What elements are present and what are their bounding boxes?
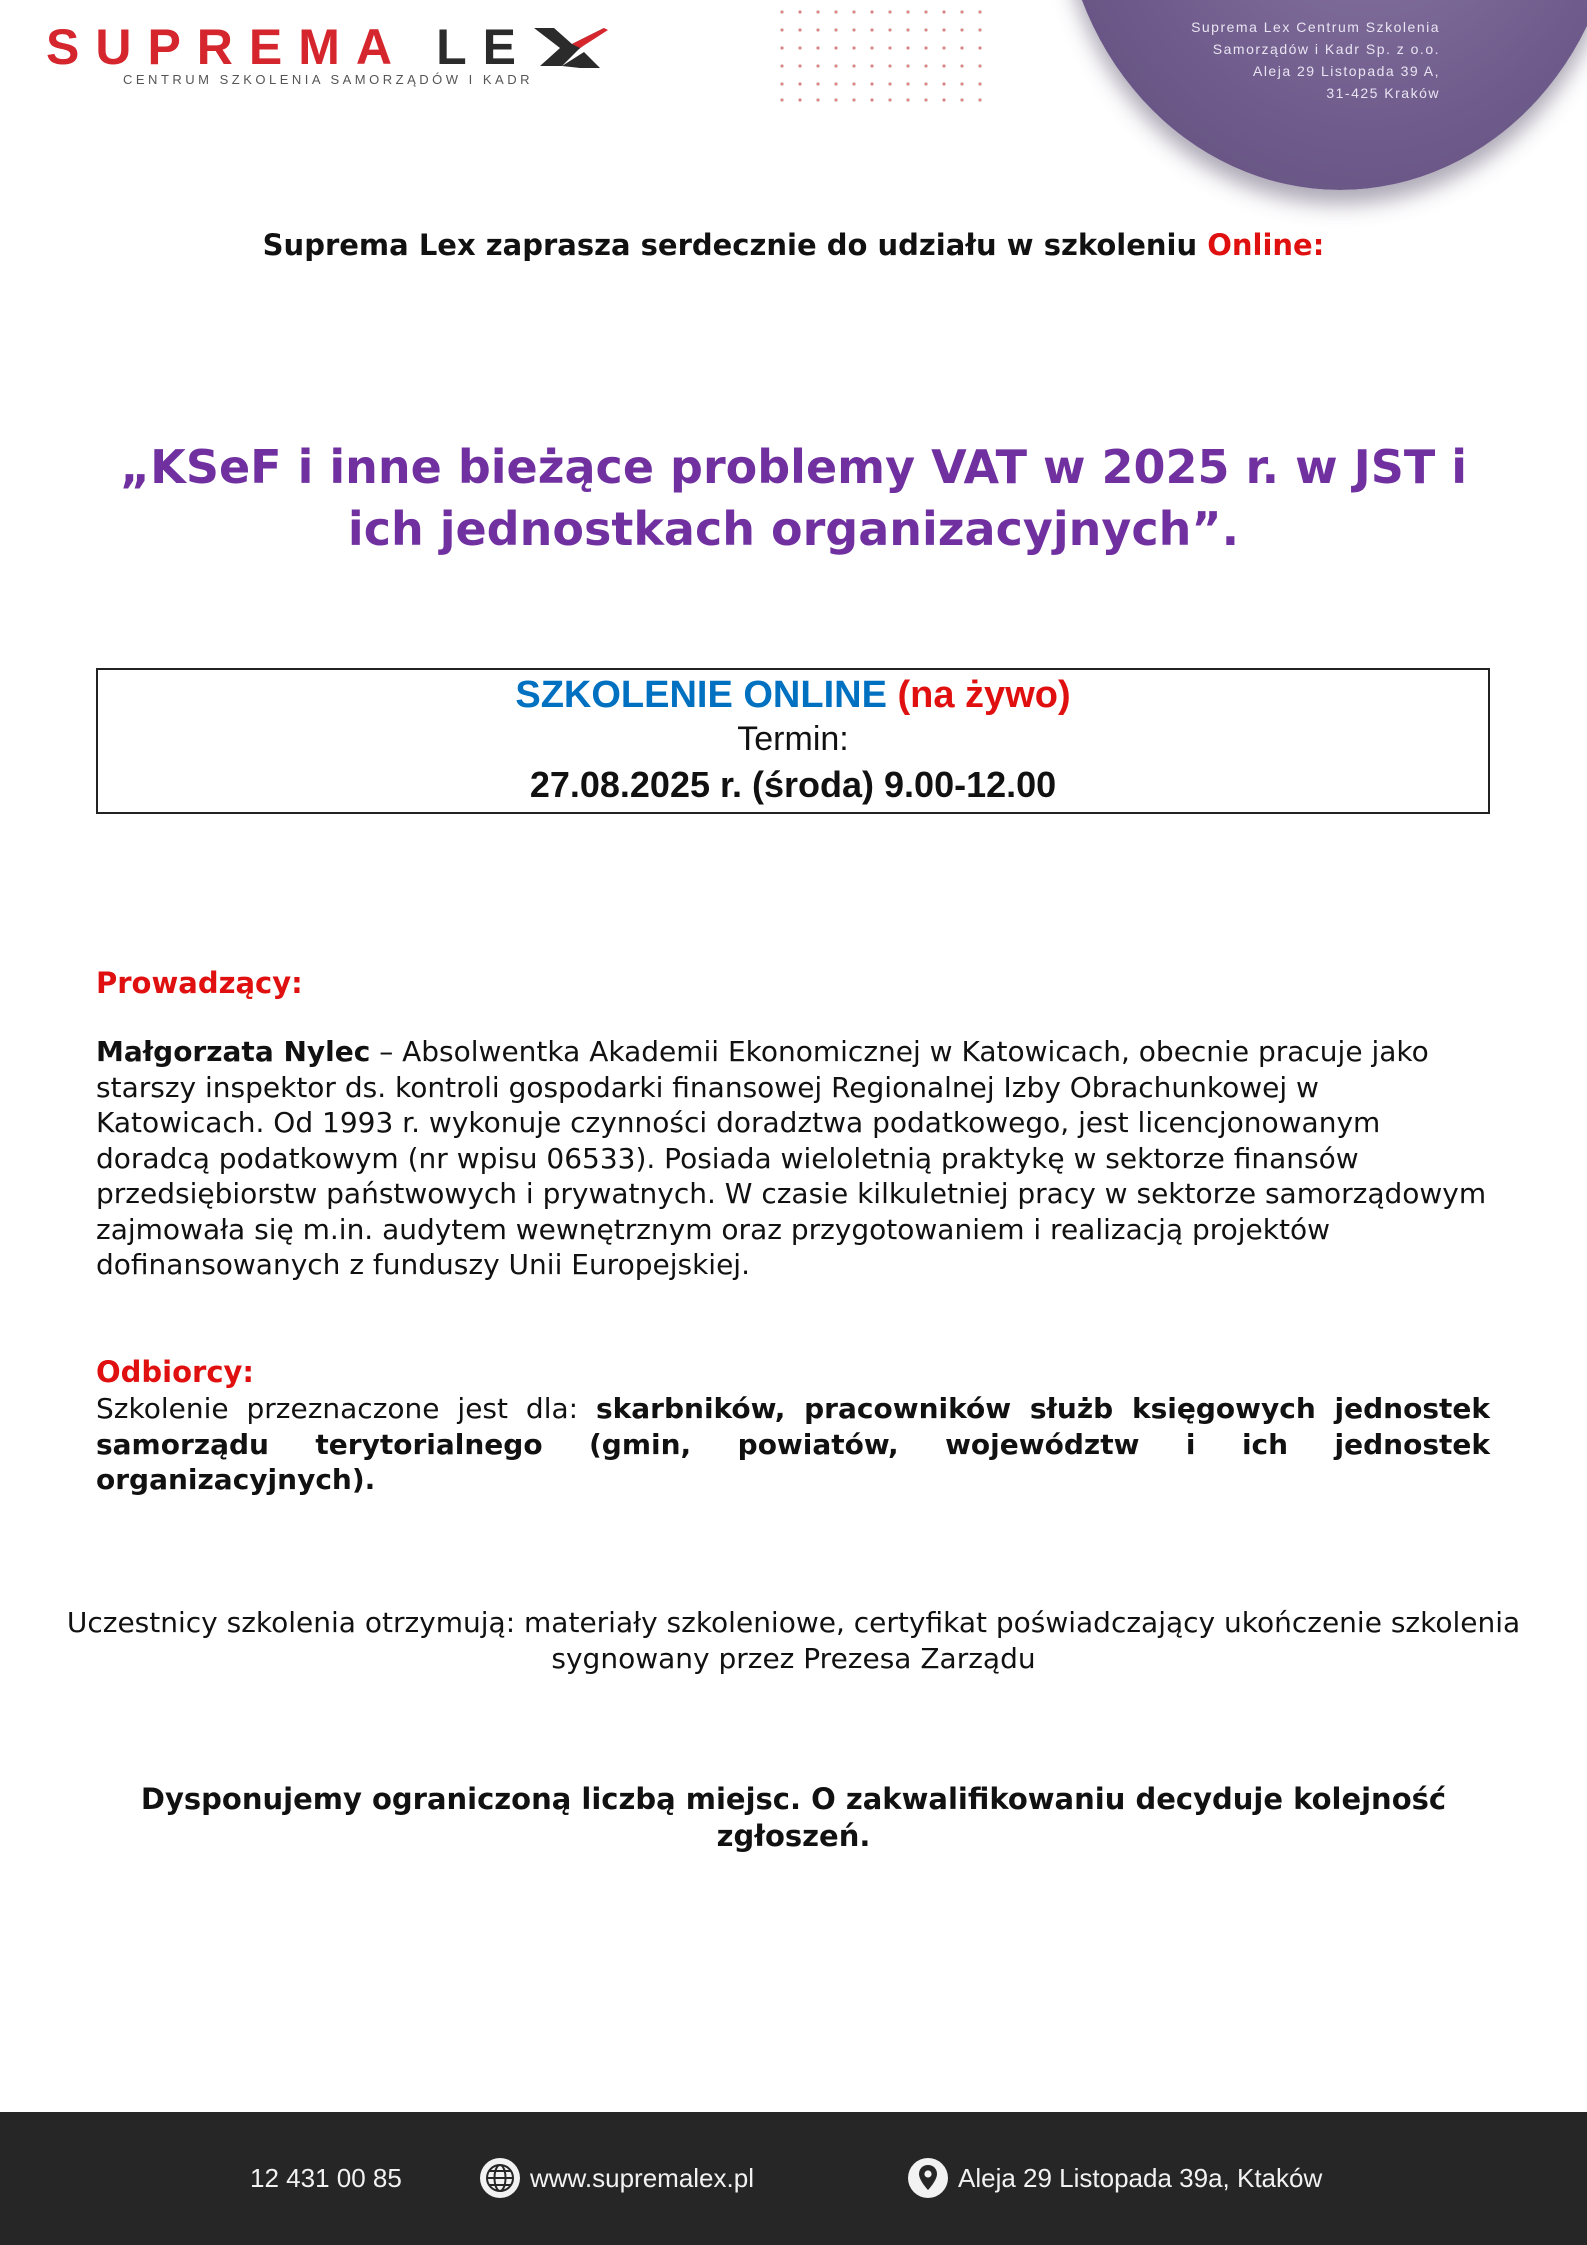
event-term-label: Termin: (737, 720, 849, 758)
decorative-dot-grid (778, 8, 984, 104)
logo-x-mark-icon (532, 26, 610, 70)
audience-target-1: skarbników, pracowników służb księgowych jednostek (595, 1392, 1490, 1425)
suprema-lex-logo (46, 20, 746, 90)
footer-bar (0, 2112, 1587, 2245)
trainer-bio (96, 1034, 1496, 1283)
audience-target-2: samorządu terytorialnego (gmin, powiatów, województw i ich jednostek (96, 1427, 1490, 1461)
event-mode (98, 672, 1488, 718)
event-info-box (96, 668, 1490, 814)
address-line: Suprema Lex Centrum Szkolenia (1191, 19, 1440, 35)
event-mode-note: (na żywo) (897, 674, 1071, 716)
trainer-bio-text: – Absolwentka Akademii Ekonomicznej w Katowicach, obecnie pracuje jako starszy inspektor ds. kontroli gospodarki finansowej Regionalnej Izby Obrachunkowej w Katowicach. Od 1993 r. wykonuje czynności doradztwa podatkowego, jest licencjonowanym doradcą podatkowym (nr wpisu 06533). Posiada wieloletnią praktykę w sektorze finansów przedsiębiorstw państwowych i prywatnych. W czasie kilkuletniej pracy w sektorze samorządowym zajmowała się m.in. audytem wewnętrznym oraz przygotowaniem i realizacją projektów dofinansowanych z funduszy Unii Europejskiej. (96, 1035, 1487, 1281)
address-line: Samorządów i Kadr Sp. z o.o. (1212, 41, 1440, 57)
audience-heading: Odbiorcy: (96, 1355, 255, 1389)
trainer-heading: Prowadzący: (96, 966, 303, 1000)
invitation-online-highlight: Online: (1207, 228, 1325, 262)
event-mode-label: SZKOLENIE ONLINE (515, 674, 887, 716)
invitation-text: Suprema Lex zaprasza serdecznie do udziału w szkoleniu (262, 228, 1198, 262)
audience-line-1 (96, 1391, 1490, 1427)
participants-benefits: Uczestnicy szkolenia otrzymują: materiały szkoleniowe, certyfikat poświadczający ukończenie szkolenia sygnowany przez Prezesa Zarządu (66, 1606, 1521, 1675)
limited-seats-notice: Dysponujemy ograniczoną liczbą miejsc. O zakwalifikowaniu decyduje kolejność zgłoszeń. (140, 1782, 1447, 1853)
company-address-block (1100, 16, 1440, 104)
training-title: „KSeF i inne bieżące problemy VAT w 2025 r. w JST i ich jednostkach organizacyjnych”. (119, 440, 1468, 556)
audience-description (96, 1391, 1490, 1498)
footer-phone-text: 12 431 00 85 (250, 2162, 402, 2193)
trainer-name: Małgorzata Nylec (96, 1035, 371, 1068)
footer-website-text[interactable]: www.supremalex.pl (530, 2162, 754, 2193)
footer-phone (250, 2156, 402, 2200)
logo-wordmark (46, 20, 610, 74)
event-date: 27.08.2025 r. (środa) 9.00-12.00 (529, 764, 1057, 805)
globe-icon (478, 2156, 522, 2200)
footer-address-text: Aleja 29 Listopada 39a, Ktaków (958, 2162, 1323, 2193)
logo-tagline: CENTRUM SZKOLENIA SAMORZĄDÓW I KADR (123, 72, 533, 87)
audience-line-2 (96, 1427, 1490, 1463)
address-line: Aleja 29 Listopada 39 A, (1252, 63, 1440, 79)
invitation-line (0, 228, 1587, 262)
logo-word-suprema: SUPREMA (46, 19, 407, 75)
logo-word-le: LE (436, 19, 532, 75)
footer-address (906, 2156, 1322, 2200)
audience-intro: Szkolenie przeznaczone jest dla: (96, 1392, 596, 1425)
audience-target-3: organizacyjnych). (96, 1463, 376, 1496)
address-line: 31-425 Kraków (1326, 85, 1440, 101)
footer-website[interactable] (478, 2156, 754, 2200)
map-pin-icon (906, 2156, 950, 2200)
audience-line-3 (96, 1462, 1490, 1498)
